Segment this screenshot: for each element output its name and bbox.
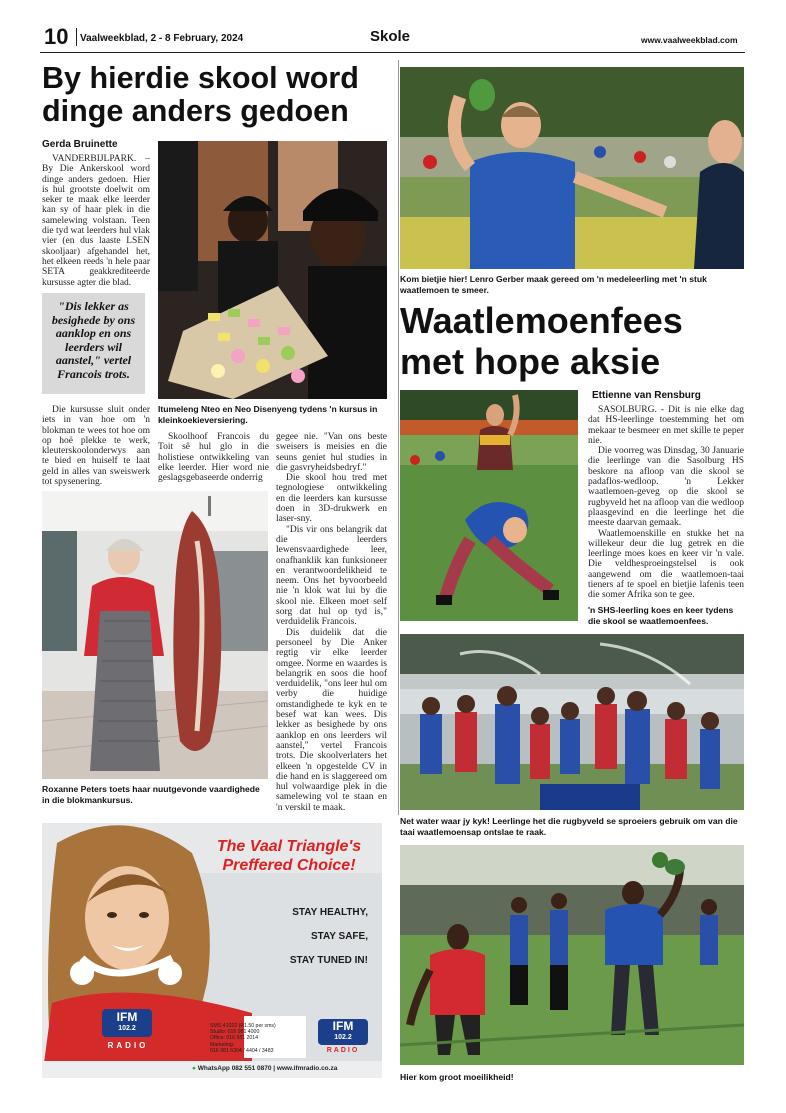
photo-sprinkler	[400, 634, 744, 810]
article1-principal	[158, 432, 269, 483]
caption-cake: Itumeleng Nteo en Neo Disenyeng tydens 'n kursus in kleinkoekieversiering.	[158, 404, 378, 425]
advert-shirt-logo	[102, 1009, 152, 1037]
advert-footer: ● WhatsApp 082 551 0870 | www.ifmradio.co.za	[192, 1065, 338, 1072]
photo-duck	[400, 390, 578, 621]
article1-intro-text: VANDERBIJLPARK. – By Die Ankerskool word dinge anders gedoen. Hier is hul grootste doelwit om seker te maak elke leerder kan sy of haar plek in die samelewing volstaan. Teen die tyd wat leerders hul vlak vier (en dus laaste LSEN skooljaar) afgehandel het, het elkeen reeds 'n hele paar SETA geakkrediteerde kursusse agter die blad.	[42, 154, 150, 288]
article2-p3: Waatlemoenskille en stukke het na willekeur deur die lug getrek en die leerlinge moes koes en keer vir 'n vale. Die veldhesproeingstelsel is ook aangewend om die waatlemoen-taai tieners af te spoel en bietjie lafenis teen die somer Afrika son te gee.	[588, 528, 744, 601]
article1-courses-text: Die kursusse sluit onder iets in van hoe om 'n blokman te wees tot hoe om op hoë plekke te werk, kleuterskoolonderwys aan te bied en huiself te laat geld in alles van sweiswerk tot spysenering.	[42, 405, 150, 488]
advert-web[interactable]: www.ifmradio.co.za	[276, 1065, 338, 1072]
photo-watermelon-smear	[400, 67, 744, 269]
article1-col3	[276, 432, 387, 813]
header-rule	[40, 52, 745, 53]
advert-logo	[318, 1019, 368, 1045]
advert-contact-sms: SMS 41022 (R1.50 per sms)	[210, 1023, 276, 1029]
advert-contact-marketing-nums: 016 981 6304 / 4404 / 3483	[210, 1047, 274, 1054]
photo-cake-decorating	[158, 141, 387, 399]
advert-shirt-radio: RADIO	[107, 1041, 149, 1050]
article1-intro	[42, 154, 150, 288]
article1-headline: By hierdie skool word dinge anders gedoen	[42, 61, 359, 128]
shirt-logo-text: IFM	[116, 1010, 138, 1024]
advert-logo-radio: RADIO	[326, 1047, 360, 1054]
pull-quote: "Dis lekker as besighede by ons aanklop en ons leerders wil aanstel," vertel Francois trots.	[42, 293, 145, 394]
caption-watermelon-smear: Kom bietjie hier! Lenro Gerber maak gereed om 'n medeleerling met 'n stuk waatlemoen te smeer.	[400, 274, 707, 295]
article1-col3-p2: Die skool hou tred met tegnologiese ontwikkeling en die leerders kan kursusse doen in 3D-drukwerk en laser-sny.	[276, 473, 387, 525]
article2-headline: Waatlemoenfees met hope aksie	[400, 300, 683, 382]
shirt-logo-freq: 102.2	[118, 1025, 136, 1032]
caption-watermelon-throw: Hier kom groot moeilikheid!	[400, 1072, 514, 1082]
advert-ifm-radio[interactable]	[42, 823, 382, 1078]
caption-butchery: Roxanne Peters toets haar nuutgevonde vaardighede in die blokmankursus.	[42, 784, 260, 805]
photo-butchery	[42, 491, 268, 779]
advert-slogans	[268, 901, 368, 973]
article1-col3-p3: "Dis vir ons belangrik dat die leerders lewensvaardighede leer, onafhanklik kan funksioneer en verantwoordelikheid te neem. Ons het byvoorbeeld nie 'n klok wat lui by die skool nie. Elkeen moet self sorg dat hul op tyd is," verduidelik Francois.	[276, 524, 387, 628]
advert-slogan-1: STAY HEALTHY,	[292, 907, 368, 918]
advert-contacts	[210, 1023, 286, 1054]
caption-duck: 'n SHS-leerling koes en keer tydens die skool se waatlemoenfees.	[588, 605, 734, 626]
article2-byline: Ettienne van Rensburg	[592, 390, 701, 401]
article1-col3-p4: Dis duidelik dat die personeel by Die Anker regtig vir elke leerder omgee. Norme en waardes is belangrik en soos die hoof verduidelik, "ons leer hul om verby die huidige omstandighede te kyk en te besef wat kan wees. Dis lekker as besighede by ons aanklop en ons leerders wil aanstel," vertel Francois trots. Die skoolverlaters het elkeen 'n opgestelde CV in die hand en is slaggereed om hul volwaardige plek in die samelewing vol te staan en 'n verskil te maak.	[276, 627, 387, 813]
whatsapp-icon: ●	[192, 1065, 196, 1072]
page-number: 10	[44, 24, 69, 49]
advert-logo-text: IFM	[332, 1019, 354, 1033]
article1-col3-p1: gegee nie. "Van ons beste sweisers is meisies en die seuns geniet hul studies in die gasvryheidsbedryf."	[276, 432, 387, 473]
article1-byline: Gerda Bruinette	[42, 139, 118, 150]
advert-headline-line2: Preffered Choice!	[222, 857, 356, 874]
advert-headline	[204, 837, 374, 875]
advert-contact-marketing: Marketing:	[210, 1041, 235, 1048]
article1-courses	[42, 405, 150, 487]
advert-slogan-3: STAY TUNED IN!	[289, 955, 368, 966]
advert-contact-office: Office: 016 981 2014	[210, 1035, 259, 1042]
header-divider	[76, 28, 77, 46]
advert-whatsapp[interactable]: WhatsApp 082 551 0870	[197, 1065, 272, 1072]
section-title: Skole	[370, 28, 411, 45]
advert-slogan-2: STAY SAFE,	[310, 931, 368, 942]
article1-principal-text: Skoolhoof Francois du Toit sê hul glo in die holistiese ontwikkeling van elke leerder. Hier word nie geslagsgebaseerde onderrig	[158, 432, 269, 484]
article2-p1: SASOLBURG. - Dit is nie elke dag dat HS-leerlinge toestemming het om mekaar te besmeer en met skille te peper nie.	[588, 405, 744, 446]
column-divider	[398, 60, 399, 815]
article2-p2: Die voorreg was Dinsdag, 30 Januarie die leerlinge van die Sasolburg HS beskore na afloop van die skool se padaflos-wedloop. 'n Lekker waatlemoen-geveg op die skool se rugbyveld het na afloop van die wedloop plaasgevind en die leerlinge het die meeste daarvan gemaak.	[588, 446, 744, 529]
photo-watermelon-throw	[400, 845, 744, 1065]
advert-logo-freq: 102.2	[334, 1034, 352, 1041]
advert-contact-studio: Studio: 016 981 4000	[210, 1029, 260, 1036]
caption-sprinkler: Net water waar jy kyk! Leerlinge het die rugbyveld se sproeiers gebruik om van die taai waatlemoensap ontslae te raak.	[400, 816, 738, 837]
publication-date: Vaalweekblad, 2 - 8 February, 2024	[80, 33, 244, 44]
advert-headline-line1: The Vaal Triangle's	[216, 838, 362, 855]
article2-body	[588, 405, 744, 601]
website-url[interactable]: www.vaalweekblad.com	[641, 35, 738, 45]
